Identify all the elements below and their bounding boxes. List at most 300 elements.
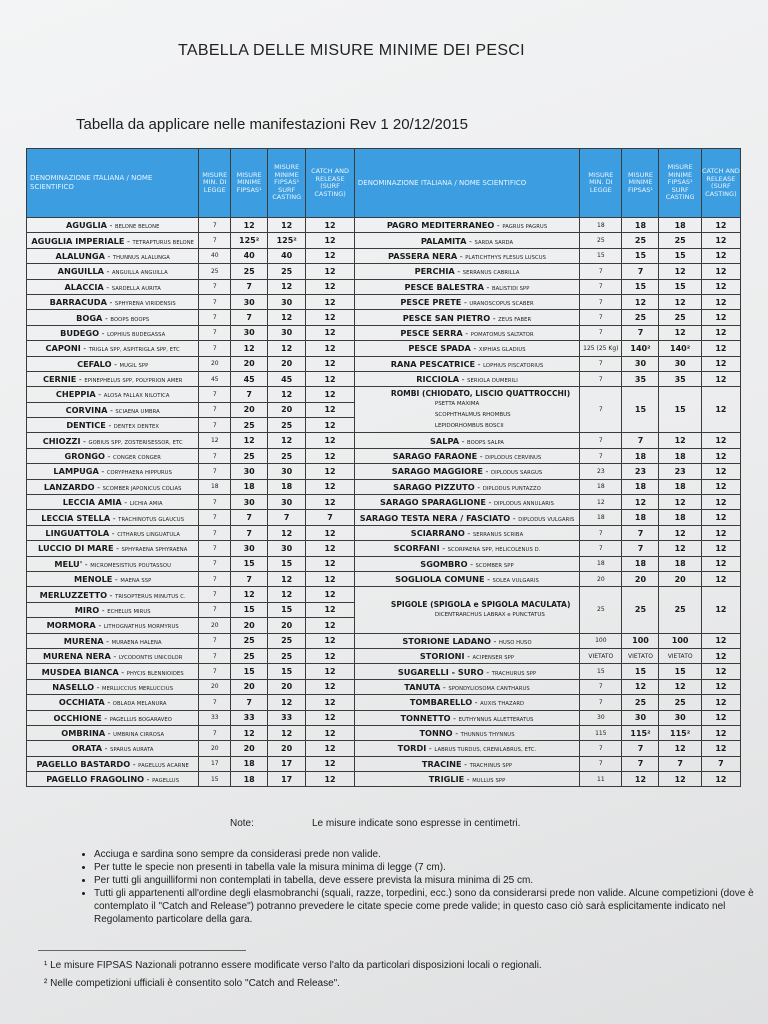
value-catch-left: 12	[306, 664, 355, 679]
value-surf-left: 30	[268, 541, 306, 556]
value-catch-right: 12	[701, 556, 740, 571]
table-row	[27, 741, 741, 756]
value-catch-left: 12	[306, 294, 355, 309]
value-surf-left: 15	[268, 602, 306, 617]
value-catch-right: 12	[701, 741, 740, 756]
value-catch-left: 12	[306, 248, 355, 263]
table-row	[27, 648, 741, 663]
species-group-name	[354, 587, 579, 633]
value-surf-right: 18	[659, 479, 701, 494]
value-catch-right: 12	[701, 371, 740, 386]
species-name-left: ALALUNGA - THUNNUS ALALUNGA	[27, 248, 199, 263]
value-catch-right: 12	[701, 710, 740, 725]
value-legge-left: 33	[199, 710, 231, 725]
species-scientific-name: PAGELLUS BOGARAVEO	[109, 716, 172, 723]
species-scientific-name: CONGER CONGER	[112, 455, 161, 462]
value-legge-right: 125 (25 Kg)	[580, 341, 622, 356]
species-scientific-name: ZEUS FABER	[498, 316, 532, 323]
value-legge-left: 7	[199, 418, 231, 433]
value-surf-right: 15	[659, 387, 701, 433]
species-italian-name: BUDEGO	[60, 327, 100, 338]
value-fipsas-left: 12	[231, 433, 268, 448]
species-name-right: TRACINE - TRACHINUS SPP	[354, 756, 579, 771]
value-fipsas-right: 25	[622, 233, 659, 248]
value-surf-left: 40	[268, 248, 306, 263]
species-scientific-name: TRIGLA SPP, ASPITRIGLA SPP, ETC	[88, 347, 180, 354]
value-fipsas-right: 18	[622, 218, 659, 233]
value-surf-right: 140²	[659, 341, 701, 356]
value-fipsas-right: 7	[622, 741, 659, 756]
table-row	[27, 556, 741, 571]
value-legge-left: 7	[199, 695, 231, 710]
species-italian-name: PESCE SPADA	[408, 343, 471, 354]
species-scientific-name: TRACHURUS SPP	[491, 670, 537, 677]
species-italian-name: OCCHIATA	[58, 697, 105, 708]
value-catch-right: 12	[701, 695, 740, 710]
value-catch-right: 12	[701, 356, 740, 371]
note-bullet: • Acciuga e sardina sono sempre da considerasi prede non valide.	[94, 848, 754, 861]
value-surf-left: 7	[268, 510, 306, 525]
value-fipsas-left: 7	[231, 279, 268, 294]
value-fipsas-left: 20	[231, 618, 268, 633]
value-surf-left: 125²	[268, 233, 306, 248]
species-scientific-name: PAGELLUS ACARNE	[138, 762, 189, 769]
species-scientific-name: ANGUILLA ANGUILLA	[111, 270, 168, 277]
species-scientific-name: UMBRINA CIRROSA	[113, 732, 165, 739]
value-legge-right: 18	[580, 510, 622, 525]
value-legge-left: 7	[199, 279, 231, 294]
value-surf-right: 12	[659, 294, 701, 309]
value-fipsas-right: 7	[622, 264, 659, 279]
species-scientific-name: SCOMBER JAPONICUS COLIAS	[102, 485, 182, 492]
value-surf-left: 12	[268, 725, 306, 740]
species-name-right: SARAGO FARAONE - DIPLODUS CERVINUS	[354, 448, 579, 463]
value-legge-left: 7	[199, 464, 231, 479]
footnote-1: ¹ Le misure FIPSAS Nazionali potranno essere modificate verso l'alto da particolari disposizioni locali o regionali.	[44, 960, 542, 971]
value-fipsas-left: 25	[231, 448, 268, 463]
value-catch-left: 12	[306, 433, 355, 448]
species-name-left: OCCHIATA - OBLADA MELANURA	[27, 695, 199, 710]
value-fipsas-right: 30	[622, 356, 659, 371]
species-name-left: CHIOZZI - GOBIUS SPP, ZOSTERISESSOR, ETC	[27, 433, 199, 448]
value-catch-right: 12	[701, 433, 740, 448]
species-italian-name: MORMORA	[46, 620, 96, 631]
species-name-left: LINGUATTOLA - CITHARUS LINGUATULA	[27, 525, 199, 540]
species-name-right: TONNETTO - EUTHYNNUS ALLETTERATUS	[354, 710, 579, 725]
value-fipsas-right: 30	[622, 710, 659, 725]
species-scientific-name: EPINEPHELUS SPP, POLYPRION AMER	[84, 378, 183, 385]
value-catch-left: 12	[306, 495, 355, 510]
value-fipsas-left: 25	[231, 418, 268, 433]
value-legge-left: 7	[199, 495, 231, 510]
value-legge-right: 12	[580, 495, 622, 510]
value-legge-left: 45	[199, 371, 231, 386]
value-surf-left: 12	[268, 433, 306, 448]
species-name-left: GRONGO - CONGER CONGER	[27, 448, 199, 463]
value-legge-left: 12	[199, 433, 231, 448]
species-scientific-name: LICHIA AMIA	[129, 501, 163, 508]
value-legge-left: 7	[199, 325, 231, 340]
value-fipsas-left: 20	[231, 679, 268, 694]
value-legge-right: 7	[580, 356, 622, 371]
value-legge-right: 15	[580, 664, 622, 679]
value-fipsas-right: 12	[622, 679, 659, 694]
species-italian-name: LINGUATTOLA	[45, 528, 110, 538]
value-surf-left: 45	[268, 371, 306, 386]
species-name-right: PALAMITA - SARDA SARDA	[354, 233, 579, 248]
species-italian-name: CEFALO	[77, 358, 112, 369]
value-surf-right: 115²	[659, 725, 701, 740]
value-fipsas-left: 18	[231, 479, 268, 494]
value-legge-right: 7	[580, 325, 622, 340]
species-scientific-name: OBLADA MELANURA	[112, 701, 167, 708]
species-name-right: PESCE SAN PIETRO - ZEUS FABER	[354, 310, 579, 325]
value-fipsas-left: 20	[231, 356, 268, 371]
value-fipsas-right: 7	[622, 433, 659, 448]
value-surf-right: 30	[659, 710, 701, 725]
species-scientific-name: THUNNUS THYNNUS	[460, 732, 515, 739]
species-italian-name: TONNETTO	[400, 712, 451, 723]
header-fipsas-right: MISURE MINIME FIPSAS¹	[622, 149, 659, 218]
species-name-right: TRIGLIE - MULLUS SPP	[354, 772, 579, 787]
value-legge-right: 18	[580, 556, 622, 571]
value-catch-right: 12	[701, 387, 740, 433]
table-row	[27, 571, 741, 586]
species-name-left: CAPONI - TRIGLA SPP, ASPITRIGLA SPP, ETC	[27, 341, 199, 356]
value-catch-right: 12	[701, 310, 740, 325]
value-legge-right: 7	[580, 679, 622, 694]
value-legge-right: 18	[580, 218, 622, 233]
value-catch-right: 12	[701, 571, 740, 586]
value-legge-right: VIETATO	[580, 648, 622, 663]
table-row	[27, 479, 741, 494]
species-scientific-name: CORYPHAENA HIPPURUS	[106, 470, 172, 477]
value-surf-left: 12	[268, 587, 306, 602]
value-surf-right: 20	[659, 571, 701, 586]
value-catch-left: 12	[306, 725, 355, 740]
table-row	[27, 710, 741, 725]
species-italian-name: TRIGLIE	[428, 774, 465, 785]
value-surf-right: 12	[659, 433, 701, 448]
table-row	[27, 356, 741, 371]
header-name-left: DENOMINAZIONE ITALIANA / NOME SCIENTIFICO	[27, 149, 199, 218]
species-scientific-name: ACIPENSER SPP	[472, 655, 515, 662]
species-italian-name: CAPONI	[45, 343, 81, 354]
value-fipsas-right: 7	[622, 756, 659, 771]
value-fipsas-left: 7	[231, 510, 268, 525]
value-surf-left: 17	[268, 772, 306, 787]
species-italian-name: MURENA NERA	[43, 651, 111, 662]
value-surf-left: 25	[268, 648, 306, 663]
value-catch-right: 12	[701, 525, 740, 540]
value-surf-left: 17	[268, 756, 306, 771]
species-scientific-name: DIPLODUS SARGUS	[490, 470, 543, 477]
value-legge-right: 7	[580, 294, 622, 309]
species-italian-name: PESCE PRETE	[400, 297, 462, 308]
value-surf-left: 12	[268, 387, 306, 402]
species-name-left: ANGUILLA - ANGUILLA ANGUILLA	[27, 264, 199, 279]
table-row	[27, 248, 741, 263]
species-name-left: ORATA - SPARUS AURATA	[27, 741, 199, 756]
value-fipsas-left: 30	[231, 541, 268, 556]
species-name-left: NASELLO - MERLUCCIUS MERLUCCIUS	[27, 679, 199, 694]
species-name-right: SCORFANI - SCORPAENA SPP, HELICOLENUS D.	[354, 541, 579, 556]
value-legge-left: 7	[199, 633, 231, 648]
value-fipsas-left: 7	[231, 525, 268, 540]
value-legge-left: 7	[199, 525, 231, 540]
species-name-right: SALPA - BOOPS SALPA	[354, 433, 579, 448]
value-fipsas-right: 12	[622, 772, 659, 787]
value-surf-right: 30	[659, 356, 701, 371]
note-bullet: • Per tutti gli anguilliformi non contemplati in tabella, deve essere prevista la misura minima di 25 cm.	[94, 874, 754, 887]
value-surf-left: 12	[268, 279, 306, 294]
species-scientific-name: LYCODONTIS UNICOLOR	[118, 655, 183, 662]
species-italian-name: NASELLO	[52, 681, 95, 692]
species-name-left: DENTICE - DENTEX DENTEX	[27, 418, 199, 433]
species-scientific-name: THUNNUS ALALUNGA	[112, 254, 170, 261]
table-row	[27, 233, 741, 248]
species-italian-name: CHIOZZI	[42, 435, 81, 446]
value-surf-left: 12	[268, 525, 306, 540]
species-scientific-name: TRACHINUS SPP	[469, 762, 513, 769]
species-name-left: MUSDEA BIANCA - PHYCIS BLENNIOIDES	[27, 664, 199, 679]
value-catch-left: 7	[306, 510, 355, 525]
value-surf-right: 15	[659, 664, 701, 679]
value-surf-left: 12	[268, 341, 306, 356]
value-fipsas-left: 7	[231, 310, 268, 325]
value-surf-right: 12	[659, 679, 701, 694]
value-fipsas-right: 7	[622, 325, 659, 340]
species-scientific-name: SPONDYLIOSOMA CANTHARUS	[448, 685, 530, 692]
table-row	[27, 341, 741, 356]
value-surf-right: 12	[659, 772, 701, 787]
value-catch-right: 12	[701, 448, 740, 463]
value-legge-left: 7	[199, 541, 231, 556]
value-legge-left: 7	[199, 725, 231, 740]
species-name-right: PESCE BALESTRA - BALISTIDI SPP	[354, 279, 579, 294]
value-legge-right: 7	[580, 756, 622, 771]
table-row	[27, 448, 741, 463]
value-fipsas-right: 18	[622, 448, 659, 463]
value-catch-left: 12	[306, 479, 355, 494]
species-scientific-name: PLATICHTHYS FLESUS LUSCUS	[465, 254, 547, 261]
value-fipsas-left: 30	[231, 294, 268, 309]
species-italian-name: ORATA	[71, 743, 103, 754]
species-name-left: MURENA - MURAENA HALENA	[27, 633, 199, 648]
value-catch-right: 12	[701, 633, 740, 648]
value-fipsas-right: 12	[622, 495, 659, 510]
species-name-left: CEFALO - MUGIL SPP	[27, 356, 199, 371]
value-fipsas-right: 7	[622, 541, 659, 556]
species-name-left: LANZARDO - SCOMBER JAPONICUS COLIAS	[27, 479, 199, 494]
value-surf-right: 25	[659, 233, 701, 248]
value-surf-left: 25	[268, 633, 306, 648]
species-italian-name: SUGARELLI - SURO	[397, 666, 484, 677]
value-fipsas-right: 15	[622, 279, 659, 294]
species-scientific-name: SPHYRENA VIRIDENSIS	[114, 301, 176, 308]
species-italian-name: TANUTA	[404, 681, 441, 692]
species-italian-name: MURENA	[63, 635, 104, 646]
value-surf-right: 12	[659, 541, 701, 556]
species-name-right: TANUTA - SPONDYLIOSOMA CANTHARUS	[354, 679, 579, 694]
value-fipsas-right: 23	[622, 464, 659, 479]
value-legge-left: 25	[199, 264, 231, 279]
value-catch-left: 12	[306, 356, 355, 371]
species-name-left: MORMORA - LITHOGNATHUS MORMYRUS	[27, 618, 199, 633]
value-catch-right: 12	[701, 679, 740, 694]
species-name-right: STORIONI - ACIPENSER SPP	[354, 648, 579, 663]
species-name-right: SCIARRANO - SERRANUS SCRIBA	[354, 525, 579, 540]
value-catch-left: 12	[306, 679, 355, 694]
species-italian-name: PAGRO MEDITERRANEO	[386, 220, 495, 231]
species-italian-name: TOMBARELLO	[409, 697, 473, 708]
table-row	[27, 525, 741, 540]
species-scientific-name: HUSO HUSO	[498, 639, 532, 646]
species-italian-name: MENOLE	[74, 574, 113, 585]
species-name-left: OMBRINA - UMBRINA CIRROSA	[27, 725, 199, 740]
table-row	[27, 279, 741, 294]
note-text: Le misure indicate sono espresse in centimetri.	[312, 818, 521, 829]
species-italian-name: STORIONE LADANO	[402, 635, 491, 646]
value-catch-right: 12	[701, 479, 740, 494]
table-row	[27, 433, 741, 448]
value-catch-left: 12	[306, 233, 355, 248]
value-legge-right: 7	[580, 525, 622, 540]
species-scientific-name: BALISTIDI SPP	[491, 285, 530, 292]
species-italian-name: LAMPUGA	[53, 466, 99, 477]
value-fipsas-left: 30	[231, 495, 268, 510]
header-catch-right: CATCH AND RELEASE (SURF CASTING)	[701, 149, 740, 218]
species-italian-name: PALAMITA	[420, 235, 467, 246]
species-italian-name: AGUGLIA IMPERIALE	[31, 235, 125, 246]
table-row	[27, 772, 741, 787]
value-legge-left: 7	[199, 648, 231, 663]
species-scientific-name: TRACHINOTUS GLAUCUS	[118, 516, 185, 523]
species-name-left: LECCIA AMIA - LICHIA AMIA	[27, 495, 199, 510]
value-fipsas-right: 25	[622, 310, 659, 325]
value-catch-left: 12	[306, 541, 355, 556]
species-italian-name: MERLUZZETTO	[39, 589, 108, 600]
value-catch-right: 12	[701, 341, 740, 356]
species-italian-name: SOGLIOLA COMUNE	[395, 574, 485, 585]
value-surf-left: 20	[268, 356, 306, 371]
value-legge-left: 20	[199, 741, 231, 756]
value-surf-right: 12	[659, 525, 701, 540]
value-catch-left: 12	[306, 264, 355, 279]
table-body	[27, 218, 741, 787]
species-italian-name: SARAGO SPARAGLIONE	[380, 497, 486, 508]
value-catch-right: 12	[701, 648, 740, 663]
value-legge-right: 30	[580, 710, 622, 725]
value-surf-left: 20	[268, 741, 306, 756]
value-surf-right: 18	[659, 448, 701, 463]
value-legge-left: 20	[199, 618, 231, 633]
value-legge-left: 7	[199, 556, 231, 571]
value-catch-left: 12	[306, 710, 355, 725]
value-catch-left: 12	[306, 387, 355, 402]
species-name-left: CHEPPIA - ALOSA FALLAX NILOTICA	[27, 387, 199, 402]
species-italian-name: PASSERA NERA	[388, 250, 458, 261]
species-name-right: PASSERA NERA - PLATICHTHYS FLESUS LUSCUS	[354, 248, 579, 263]
species-italian-name: SARAGO FARAONE	[392, 451, 478, 462]
species-italian-name: PESCE SAN PIETRO	[402, 312, 491, 323]
species-name-left: AGUGLIA - BELONE BELONE	[27, 218, 199, 233]
table-row	[27, 495, 741, 510]
value-fipsas-right: VIETATO	[622, 648, 659, 663]
species-italian-name: BOGA	[76, 312, 103, 323]
species-scientific-name: MULLUS SPP	[472, 778, 506, 785]
value-legge-right: 7	[580, 264, 622, 279]
value-fipsas-left: 15	[231, 602, 268, 617]
species-italian-name: RANA PESCATRICE	[390, 358, 476, 369]
species-scientific-name: SARDELLA AURITA	[111, 285, 161, 292]
species-group-heading: ROMBI (CHIODATO, LISCIO QUATTROCCHI)	[390, 388, 571, 398]
species-name-left: OCCHIONE - PAGELLUS BOGARAVEO	[27, 710, 199, 725]
value-fipsas-left: 12	[231, 218, 268, 233]
value-legge-left: 18	[199, 479, 231, 494]
value-catch-left: 12	[306, 371, 355, 386]
species-italian-name: CHEPPIA	[55, 389, 96, 400]
value-surf-right: 100	[659, 633, 701, 648]
species-scientific-name: SCORPAENA SPP, HELICOLENUS D.	[447, 547, 541, 554]
value-surf-left: 33	[268, 710, 306, 725]
value-legge-right: 100	[580, 633, 622, 648]
species-scientific-name: LEPIDORHOMBUS BOSCII	[434, 422, 504, 429]
value-fipsas-right: 18	[622, 556, 659, 571]
species-name-right: SGOMBRO - SCOMBER SPP	[354, 556, 579, 571]
value-catch-right: 12	[701, 264, 740, 279]
value-catch-left: 12	[306, 402, 355, 417]
value-catch-right: 12	[701, 725, 740, 740]
value-fipsas-left: 18	[231, 772, 268, 787]
table-row	[27, 310, 741, 325]
value-catch-right: 12	[701, 510, 740, 525]
header-fipsas-left: MISURE MINIME FIPSAS¹	[231, 149, 268, 218]
species-scientific-name: LITHOGNATHUS MORMYRUS	[103, 624, 179, 631]
species-scientific-name: MICROMESISTIUS POUTASSOU	[90, 562, 172, 569]
table-row	[27, 325, 741, 340]
species-scientific-name: SPHYRAENA SPHYRAENA	[121, 547, 188, 554]
species-scientific-name: SPARUS AURATA	[110, 747, 154, 754]
value-surf-right: 12	[659, 325, 701, 340]
value-fipsas-left: 20	[231, 402, 268, 417]
value-legge-left: 7	[199, 310, 231, 325]
species-name-right: PAGRO MEDITERRANEO - PAGRUS PAGRUS	[354, 218, 579, 233]
value-catch-left: 12	[306, 310, 355, 325]
value-catch-right: 12	[701, 464, 740, 479]
species-name-left: CORVINA - SCIAENA UMBRA	[27, 402, 199, 417]
value-fipsas-left: 125²	[231, 233, 268, 248]
species-italian-name: PAGELLO BASTARDO	[36, 758, 131, 769]
notes-list	[78, 848, 754, 926]
value-catch-right: 12	[701, 587, 740, 633]
species-italian-name: MUSDEA BIANCA	[41, 666, 119, 677]
value-fipsas-left: 7	[231, 387, 268, 402]
table-row	[27, 387, 741, 402]
species-scientific-name: SCOMBER SPP	[475, 562, 514, 569]
species-scientific-name: SERIOLA DUMERILI	[467, 378, 518, 385]
value-legge-left: 7	[199, 664, 231, 679]
value-legge-right: 25	[580, 233, 622, 248]
value-legge-right: 20	[580, 571, 622, 586]
value-legge-left: 20	[199, 679, 231, 694]
species-name-right: SARAGO MAGGIORE - DIPLODUS SARGUS	[354, 464, 579, 479]
value-fipsas-left: 45	[231, 371, 268, 386]
species-name-left: ALACCIA - SARDELLA AURITA	[27, 279, 199, 294]
species-scientific-name: SCIAENA UMBRA	[115, 408, 160, 415]
species-scientific-name: SCOPHTHALMUS RHOMBUS	[434, 411, 511, 418]
value-legge-left: 7	[199, 387, 231, 402]
